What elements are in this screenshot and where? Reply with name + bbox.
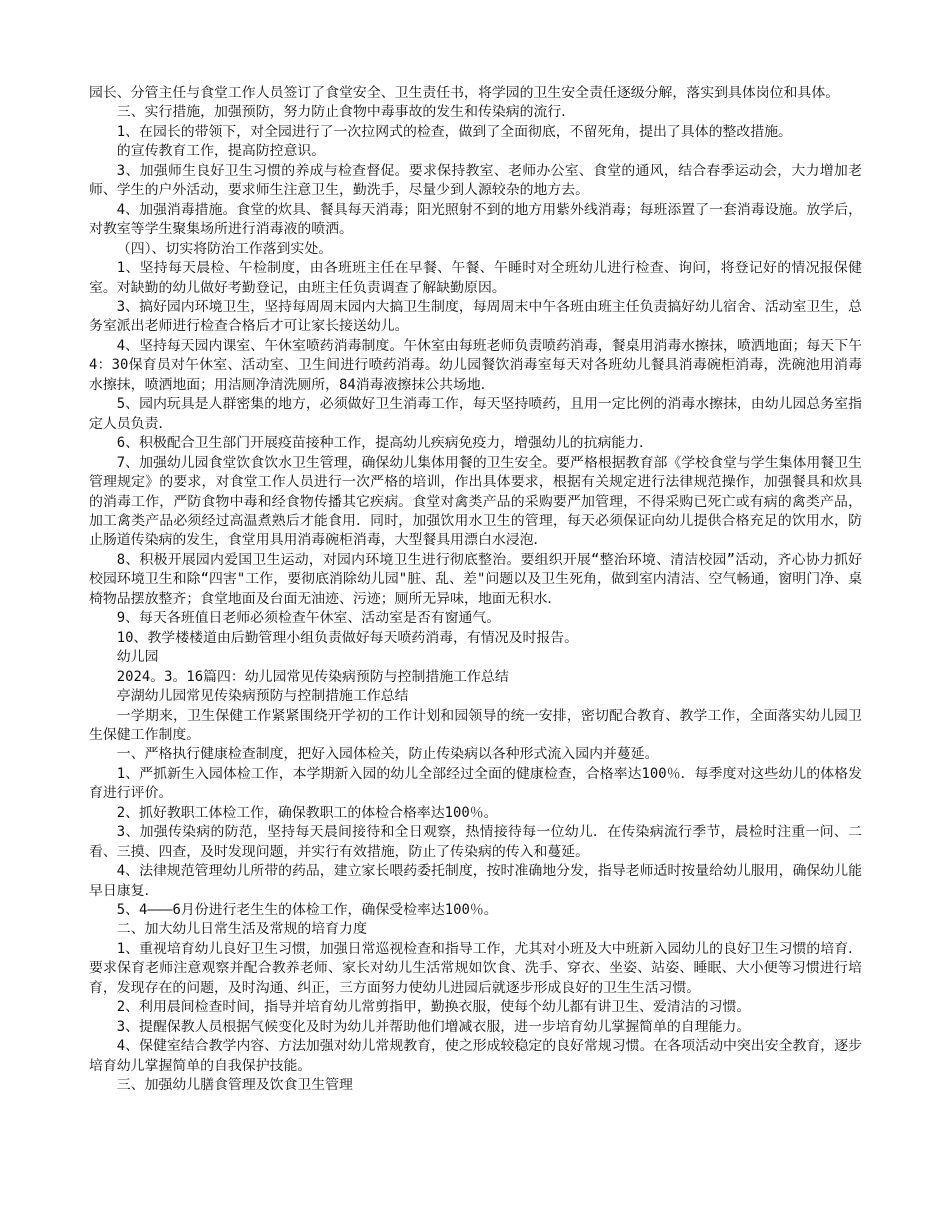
document-paragraph: 亭湖幼儿园常见传染病预防与控制措施工作总结 bbox=[116, 688, 409, 705]
document-paragraph: 10、教学楼楼道由后勤管理小组负责做好每天喷药消毒，有情况及时报告。 bbox=[116, 629, 579, 646]
document-paragraph: 5、4———6月份进行老生生的体检工作，确保受检率达100％。 bbox=[116, 902, 498, 919]
document-paragraph: 5、园内玩具是人群密集的地方，必须做好卫生消毒工作，每天坚持喷药，且用一定比例的消毒水擦抹，由幼儿园总务室指定人员负责． bbox=[89, 396, 862, 432]
document-paragraph: 7、加强幼儿园食堂饮食饮水卫生管理，确保幼儿集体用餐的卫生安全。要严格根据教育部《学校食堂与学生集体用餐卫生管理规定》的要求，对食堂工作人员进行一次严格的培训，作出具体要求，根据有关规定进行法律规范操作，加强餐具和炊具的消毒工作，严防食物中毒和经食物传播其它疾病。食堂对禽类产品的采购要严加管理，不得采购已死亡或有病的禽类产品，加工禽类产品必须经过高温煮熟后才能食用．同时，加强饮用水卫生的管理，每天必须保证向幼儿提供合格充足的饮用水，防止肠道传染病的发生，食堂用具用消毒碗柜消毒，大型餐具用漂白水浸泡． bbox=[89, 454, 862, 549]
document-body bbox=[89, 84, 862, 1096]
document-paragraph: 4、加强消毒措施。食堂的炊具、餐具每天消毒；阳光照射不到的地方用紫外线消毒；每班添置了一套消毒设施。放学后，对教室等学生聚集场所进行消毒液的喷洒。 bbox=[89, 201, 862, 238]
document-paragraph: 一学期来，卫生保健工作紧紧围绕开学初的工作计划和园领导的统一安排，密切配合教育、教学工作，全面落实幼儿园卫生保健工作制度。 bbox=[89, 707, 862, 743]
document-paragraph: 2024。3。16篇四：幼儿园常见传染病预防与控制措施工作总结 bbox=[116, 668, 509, 685]
document-paragraph: 三、实行措施，加强预防，努力防止食物中毒事故的发生和传染病的流行． bbox=[116, 104, 576, 121]
document-paragraph: （四）、切实将防治工作落到实处。 bbox=[116, 240, 333, 257]
document-paragraph: 1、在园长的带领下，对全园进行了一次拉网式的检查，做到了全面彻底，不留死角，提出了具体的整改措施。 bbox=[116, 123, 792, 140]
document-paragraph: 3、搞好园内环境卫生，坚持每周周末园内大搞卫生制度，每周周末中午各班由班主任负责搞好幼儿宿舍、活动室卫生，总务室派出老师进行检查合格后才可让家长接送幼儿。 bbox=[89, 298, 862, 335]
document-paragraph: 9、每天各班值日老师必须检查午休室、活动室是否有窗通气。 bbox=[116, 610, 501, 627]
document-paragraph: 三、加强幼儿膳食管理及饮食卫生管理 bbox=[116, 1077, 353, 1094]
document-paragraph: 3、提醒保教人员根据气候变化及时为幼儿并帮助他们增减衣服，进一步培育幼儿掌握简单的自理能力。 bbox=[116, 1018, 751, 1035]
document-paragraph: 园长、分管主任与食堂工作人员签订了食堂安全、卫生责任书，将学园的卫生安全责任逐级分解，落实到具体岗位和具体。 bbox=[89, 85, 840, 101]
document-paragraph: 2、抓好教职工体检工作，确保教职工的体检合格率达100％。 bbox=[116, 804, 498, 821]
document-paragraph: 1、坚持每天晨检、午检制度，由各班班主任在早餐、午餐、午睡时对全班幼儿进行检查、询问，将登记好的情况报保健室。对缺勤的幼儿做好考勤登记，由班主任负责调查了解缺勤原因。 bbox=[89, 260, 862, 296]
document-paragraph: 3、加强师生良好卫生习惯的养成与检查督促。要求保持教室、老师办公室、食堂的通风，结合春季运动会，大力增加老师、学生的户外活动，要求师生注意卫生，勤洗手，尽量少到人源较杂的地方去。 bbox=[89, 162, 862, 199]
document-paragraph: 3、加强传染病的防范，坚持每天晨间接待和全日观察，热情接待每一位幼儿．在传染病流行季节，晨检时注重一问、二看、三摸、四查，及时发现问题，并实行有效措施，防止了传染病的传入和蔓延。 bbox=[89, 824, 862, 860]
document-paragraph: 4、保健室结合教学内容、方法加强对幼儿常规教育，使之形成较稳定的良好常规习惯。在各项活动中突出安全教育，逐步培育幼儿掌握简单的自我保护技能。 bbox=[89, 1038, 862, 1074]
document-paragraph: 1、严抓新生入园体检工作，本学期新入园的幼儿全部经过全面的健康检查，合格率达100％．每季度对这些幼儿的体格发育进行评价。 bbox=[89, 765, 862, 802]
document-paragraph: 2、利用晨间检查时间，指导并培育幼儿常剪指甲，勤换衣服，使每个幼儿都有讲卫生、爱清洁的习惯。 bbox=[116, 999, 751, 1016]
document-paragraph: 6、积极配合卫生部门开展疫苗接种工作，提高幼儿疾病免疫力，增强幼儿的抗病能力． bbox=[116, 435, 654, 452]
document-paragraph: 一、严格执行健康检查制度，把好入园体检关，防止传染病以各种形式流入园内并蔓延。 bbox=[116, 746, 659, 763]
document-paragraph: 二、加大幼儿日常生活及常规的培育力度 bbox=[116, 921, 367, 938]
document-paragraph: 8、积极开展园内爱国卫生运动，对园内环境卫生进行彻底整治。要组织开展“整治环境、清洁校园”活动，齐心协力抓好校园环境卫生和除“四害"工作，要彻底消除幼儿园"脏、乱、差"问题以及卫生死角，做到室内清洁、空气畅通，窗明门净、桌椅物品摆放整齐；食堂地面及台面无油迹、污迹；厕所无异味，地面无积水． bbox=[89, 551, 862, 607]
document-paragraph: 的宣传教育工作，提高防控意识。 bbox=[116, 143, 326, 160]
document-paragraph: 4、坚持每天园内课室、午休室喷药消毒制度。午休室由每班老师负责喷药消毒，餐桌用消毒水擦抹，喷洒地面；每天下午4：30保育员对午休室、活动室、卫生间进行喷药消毒。幼儿园餐饮消毒室每天对各班幼儿餐具消毒碗柜消毒，洗碗池用消毒水擦抹，喷洒地面；用洁厕净清洗厕所，84消毒液擦抹公共场地． bbox=[89, 337, 862, 393]
document-paragraph: 4、法律规范管理幼儿所带的药品，建立家长喂药委托制度，按时准确地分发，指导老师适时按量给幼儿服用，确保幼儿能早日康复． bbox=[89, 863, 862, 899]
document-paragraph: 幼儿园 bbox=[116, 649, 159, 666]
document-paragraph: 1、重视培育幼儿良好卫生习惯，加强日常巡视检查和指导工作，尤其对小班及大中班新入园幼儿的良好卫生习惯的培育．要求保育老师注意观察并配合教养老师、家长对幼儿生活常规如饮食、洗手、穿衣、坐姿、站姿、睡眠、大小便等习惯进行培育，发现存在的问题，及时沟通、纠正，三方面努力使幼儿进园后就逐步形成良好的卫生生活习惯。 bbox=[89, 940, 862, 996]
